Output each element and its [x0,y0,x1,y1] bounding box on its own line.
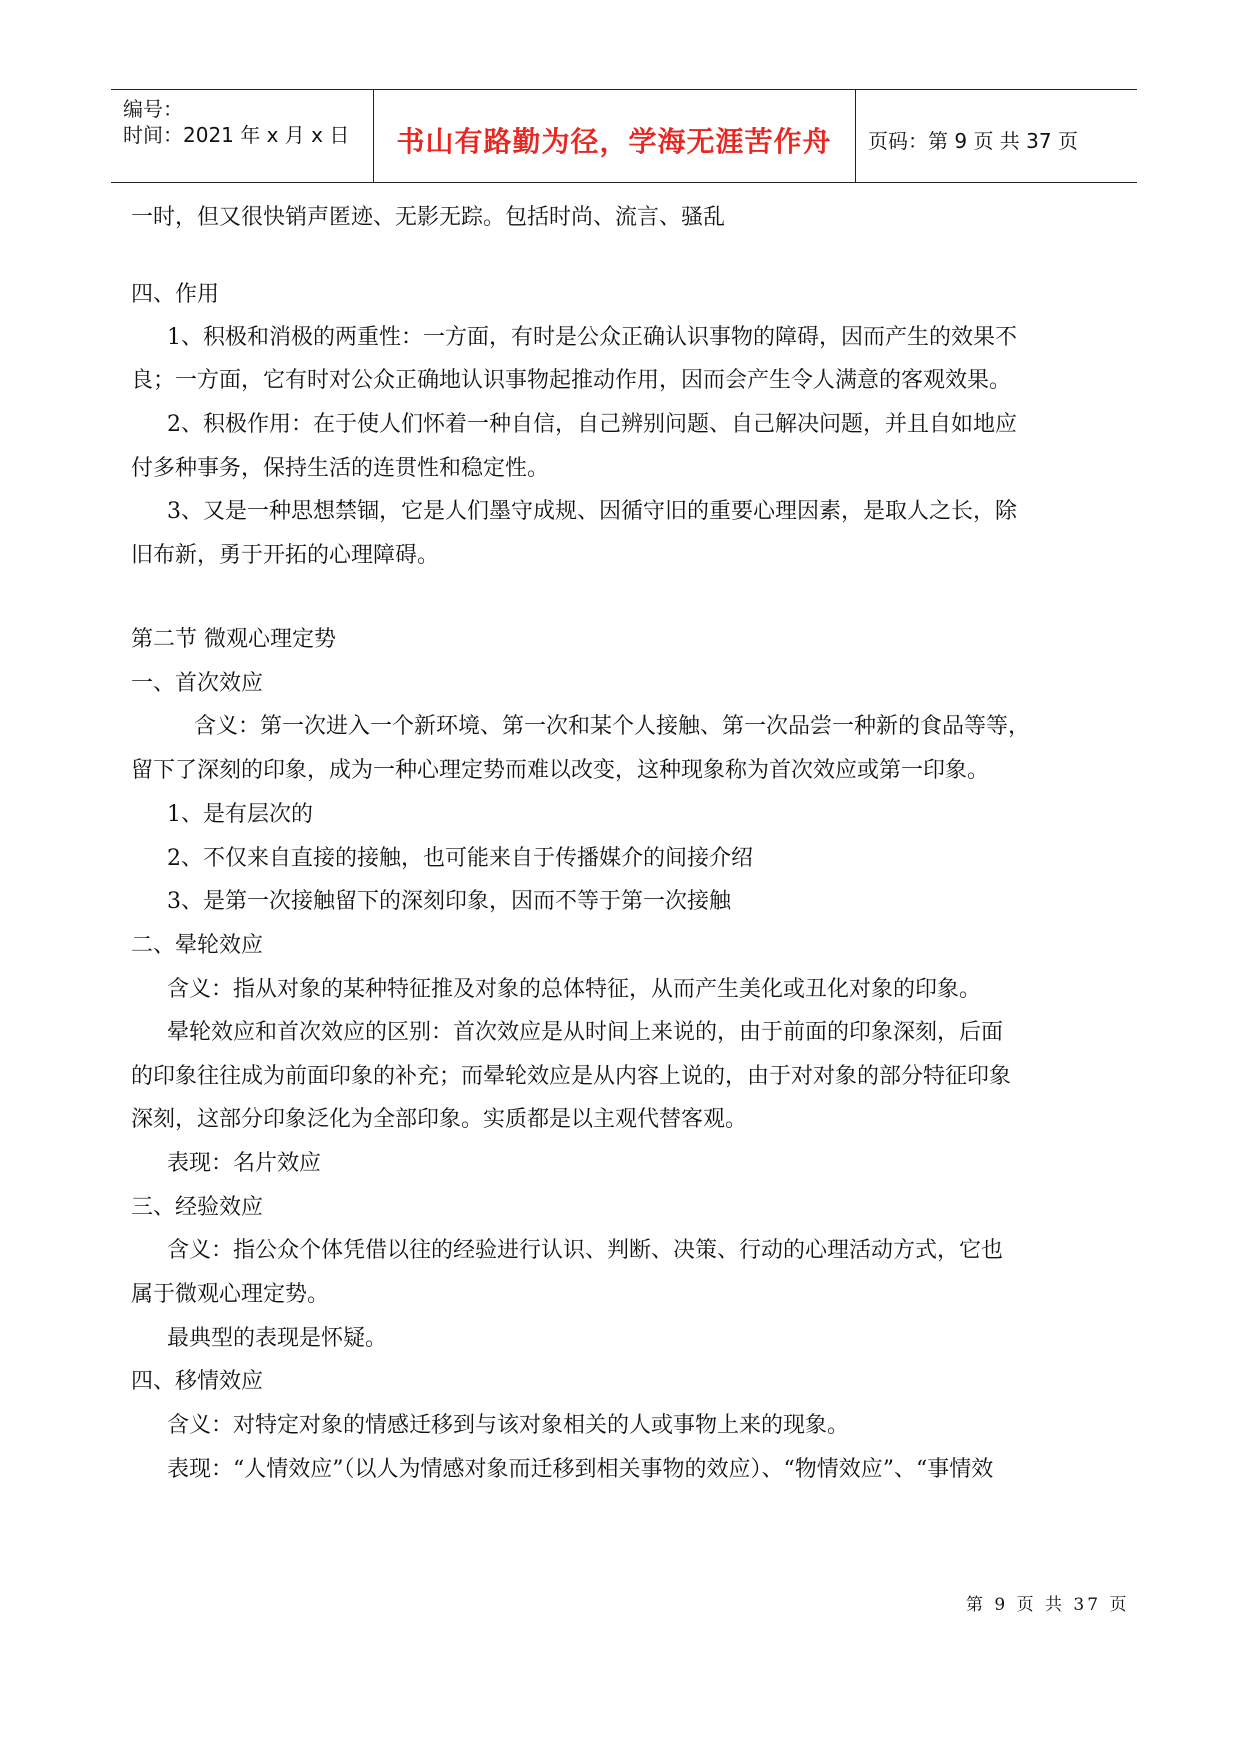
body-line: 深刻，这部分印象泛化为全部印象。实质都是以主观代替客观。 [131,1107,748,1132]
header-page-cell [856,90,1137,182]
body-line: 含义：对特定对象的情感迁移到与该对象相关的人或事物上来的现象。 [167,1413,850,1438]
section-heading: 第二节 微观心理定势 [131,627,336,652]
body-line: 3、又是一种思想禁锢，它是人们墨守成规、因循守旧的重要心理因素，是取人之长，除 [167,499,1017,524]
body-line: 付多种事务，保持生活的连贯性和稳定性。 [131,456,550,481]
document-time-label: 时间：2021 年 x 月 x 日 [123,123,350,147]
body-line: 1、是有层次的 [167,802,313,827]
section-heading: 二、晕轮效应 [131,933,264,958]
header-motto: 书山有路勤为径，学海无涯苦作舟 [396,125,832,158]
section-heading: 一、首次效应 [131,671,264,696]
body-line: 留下了深刻的印象，成为一种心理定势而难以改变，这种现象称为首次效应或第一印象。 [131,758,990,783]
section-heading: 三、经验效应 [131,1195,264,1220]
page-footer: 第 9 页 共 37 页 [966,1595,1130,1615]
body-line: 3、是第一次接触留下的深刻印象，因而不等于第一次接触 [167,889,731,914]
body-line: 一时，但又很快销声匿迹、无影无踪。包括时尚、流言、骚乱 [131,205,726,230]
body-line: 含义：第一次进入一个新环境、第一次和某个人接触、第一次品尝一种新的食品等等， [194,714,1031,739]
document-header [111,89,1137,183]
body-line: 属于微观心理定势。 [131,1282,330,1307]
document-number-label: 编号： [123,97,183,121]
body-line: 含义：指从对象的某种特征推及对象的总体特征，从而产生美化或丑化对象的印象。 [167,977,982,1002]
body-line: 晕轮效应和首次效应的区别：首次效应是从时间上来说的，由于前面的印象深刻，后面 [167,1020,1004,1045]
body-line: 旧布新，勇于开拓的心理障碍。 [131,543,440,568]
body-line: 2、不仅来自直接的接触，也可能来自于传播媒介的间接介绍 [167,846,753,871]
body-line: 表现：名片效应 [167,1151,322,1176]
header-page-code: 页码：第 9 页 共 37 页 [868,129,1078,153]
body-line: 表现：“人情效应”（以人为情感对象而迁移到相关事物的效应）、“物情效应”、“事情效 [167,1457,994,1482]
body-line: 良；一方面，它有时对公众正确地认识事物起推动作用，因而会产生令人满意的客观效果。 [131,368,1012,393]
section-heading: 四、移情效应 [131,1369,264,1394]
body-line: 最典型的表现是怀疑。 [167,1326,388,1351]
header-meta-cell [111,90,374,182]
body-line: 1、积极和消极的两重性：一方面，有时是公众正确认识事物的障碍，因而产生的效果不 [167,325,1017,350]
section-heading: 四、作用 [131,282,220,307]
header-motto-cell [373,90,856,182]
body-line: 含义：指公众个体凭借以往的经验进行认识、判断、决策、行动的心理活动方式，它也 [167,1238,1004,1263]
body-line: 2、积极作用：在于使人们怀着一种自信，自己辨别问题、自己解决问题，并且自如地应 [167,412,1017,437]
body-line: 的印象往往成为前面印象的补充；而晕轮效应是从内容上说的，由于对对象的部分特征印象 [131,1064,1012,1089]
